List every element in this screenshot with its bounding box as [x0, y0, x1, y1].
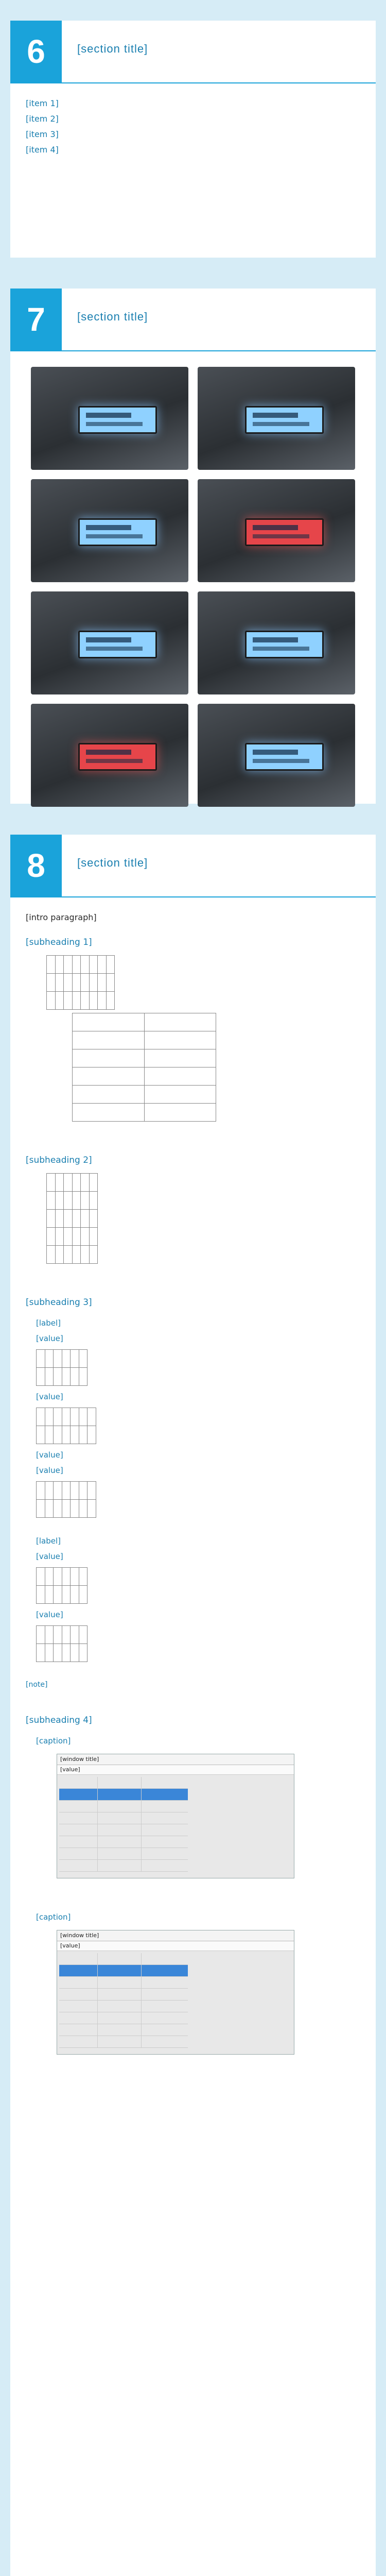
intro-text: [intro paragraph] [26, 912, 97, 922]
table-row[interactable] [59, 2012, 188, 2024]
list-item: [item 3] [26, 129, 59, 139]
command-table [46, 955, 115, 1010]
lcd-display [245, 631, 324, 658]
window-toolbar: [value] [57, 1765, 294, 1775]
table-row[interactable] [59, 1953, 188, 1965]
section-body [10, 897, 376, 2072]
section-title: [section title] [77, 42, 148, 55]
section-title: [section title] [77, 856, 148, 869]
section-body [10, 83, 376, 170]
table-row[interactable] [59, 1836, 188, 1848]
section-number: 6 [10, 21, 62, 82]
frame-table [36, 1349, 87, 1386]
section-header [10, 21, 376, 83]
write-reply: [value] [36, 1610, 63, 1619]
section-number: 7 [10, 289, 62, 350]
register-grid [59, 1777, 188, 1872]
photo-grid [10, 351, 376, 822]
table-row[interactable] [59, 2001, 188, 2012]
window-title: [window title] [57, 1930, 294, 1941]
table-row[interactable] [59, 1801, 188, 1812]
section-header [10, 289, 376, 351]
table-row[interactable] [59, 1824, 188, 1836]
test-photo [31, 479, 188, 582]
test-photo [198, 367, 355, 470]
field-table [72, 1013, 216, 1122]
section-number: 8 [10, 835, 62, 896]
tool-window [57, 1754, 294, 1878]
section-title: [section title] [77, 310, 148, 323]
table-row[interactable] [59, 1977, 188, 1989]
table-row[interactable] [59, 1965, 188, 1977]
note-text: [note] [26, 1681, 48, 1689]
window-toolbar: [value] [57, 1941, 294, 1951]
tool-window [57, 1930, 294, 2055]
subheading: [subheading 3] [26, 1297, 92, 1308]
frame-table [36, 1481, 96, 1518]
test-photo [31, 591, 188, 694]
register-table [46, 1173, 98, 1264]
lcd-display [245, 406, 324, 434]
section-8 [10, 835, 376, 2576]
lcd-display [245, 743, 324, 771]
lcd-display [78, 518, 157, 546]
section-header [10, 835, 376, 897]
list-item: [item 1] [26, 98, 59, 108]
caption: [caption] [36, 1912, 71, 1922]
list-item: [item 2] [26, 114, 59, 124]
test-photo [31, 367, 188, 470]
test-photo [198, 479, 355, 582]
section-7 [10, 289, 376, 804]
frame-table [36, 1567, 87, 1604]
table-row[interactable] [59, 1860, 188, 1872]
calc-line: [value] [36, 1466, 63, 1475]
lcd-display [78, 406, 157, 434]
test-photo [198, 704, 355, 807]
table-row[interactable] [59, 1848, 188, 1860]
frame-table [36, 1625, 87, 1662]
write-send: [value] [36, 1552, 63, 1561]
read-label: [label] [36, 1318, 61, 1328]
subheading: [subheading 2] [26, 1155, 92, 1165]
lcd-display [78, 631, 157, 658]
lcd-display [245, 518, 324, 546]
list-item: [item 4] [26, 145, 59, 155]
subheading: [subheading 4] [26, 1715, 92, 1725]
lcd-display [78, 743, 157, 771]
frame-table [36, 1408, 96, 1444]
table-row[interactable] [59, 1812, 188, 1824]
subheading: [subheading 1] [26, 937, 92, 947]
test-photo [198, 591, 355, 694]
caption: [caption] [36, 1736, 71, 1745]
section-6 [10, 21, 376, 258]
table-row[interactable] [59, 1989, 188, 2001]
calc-line: [value] [36, 1450, 63, 1460]
table-row[interactable] [59, 2036, 188, 2048]
test-photo [31, 704, 188, 807]
write-label: [label] [36, 1536, 61, 1546]
host-send: [value] [36, 1334, 63, 1343]
table-row[interactable] [59, 2024, 188, 2036]
slave-reply: [value] [36, 1392, 63, 1401]
window-title: [window title] [57, 1754, 294, 1765]
table-row[interactable] [59, 1789, 188, 1801]
register-grid [59, 1953, 188, 2048]
table-row[interactable] [59, 1777, 188, 1789]
